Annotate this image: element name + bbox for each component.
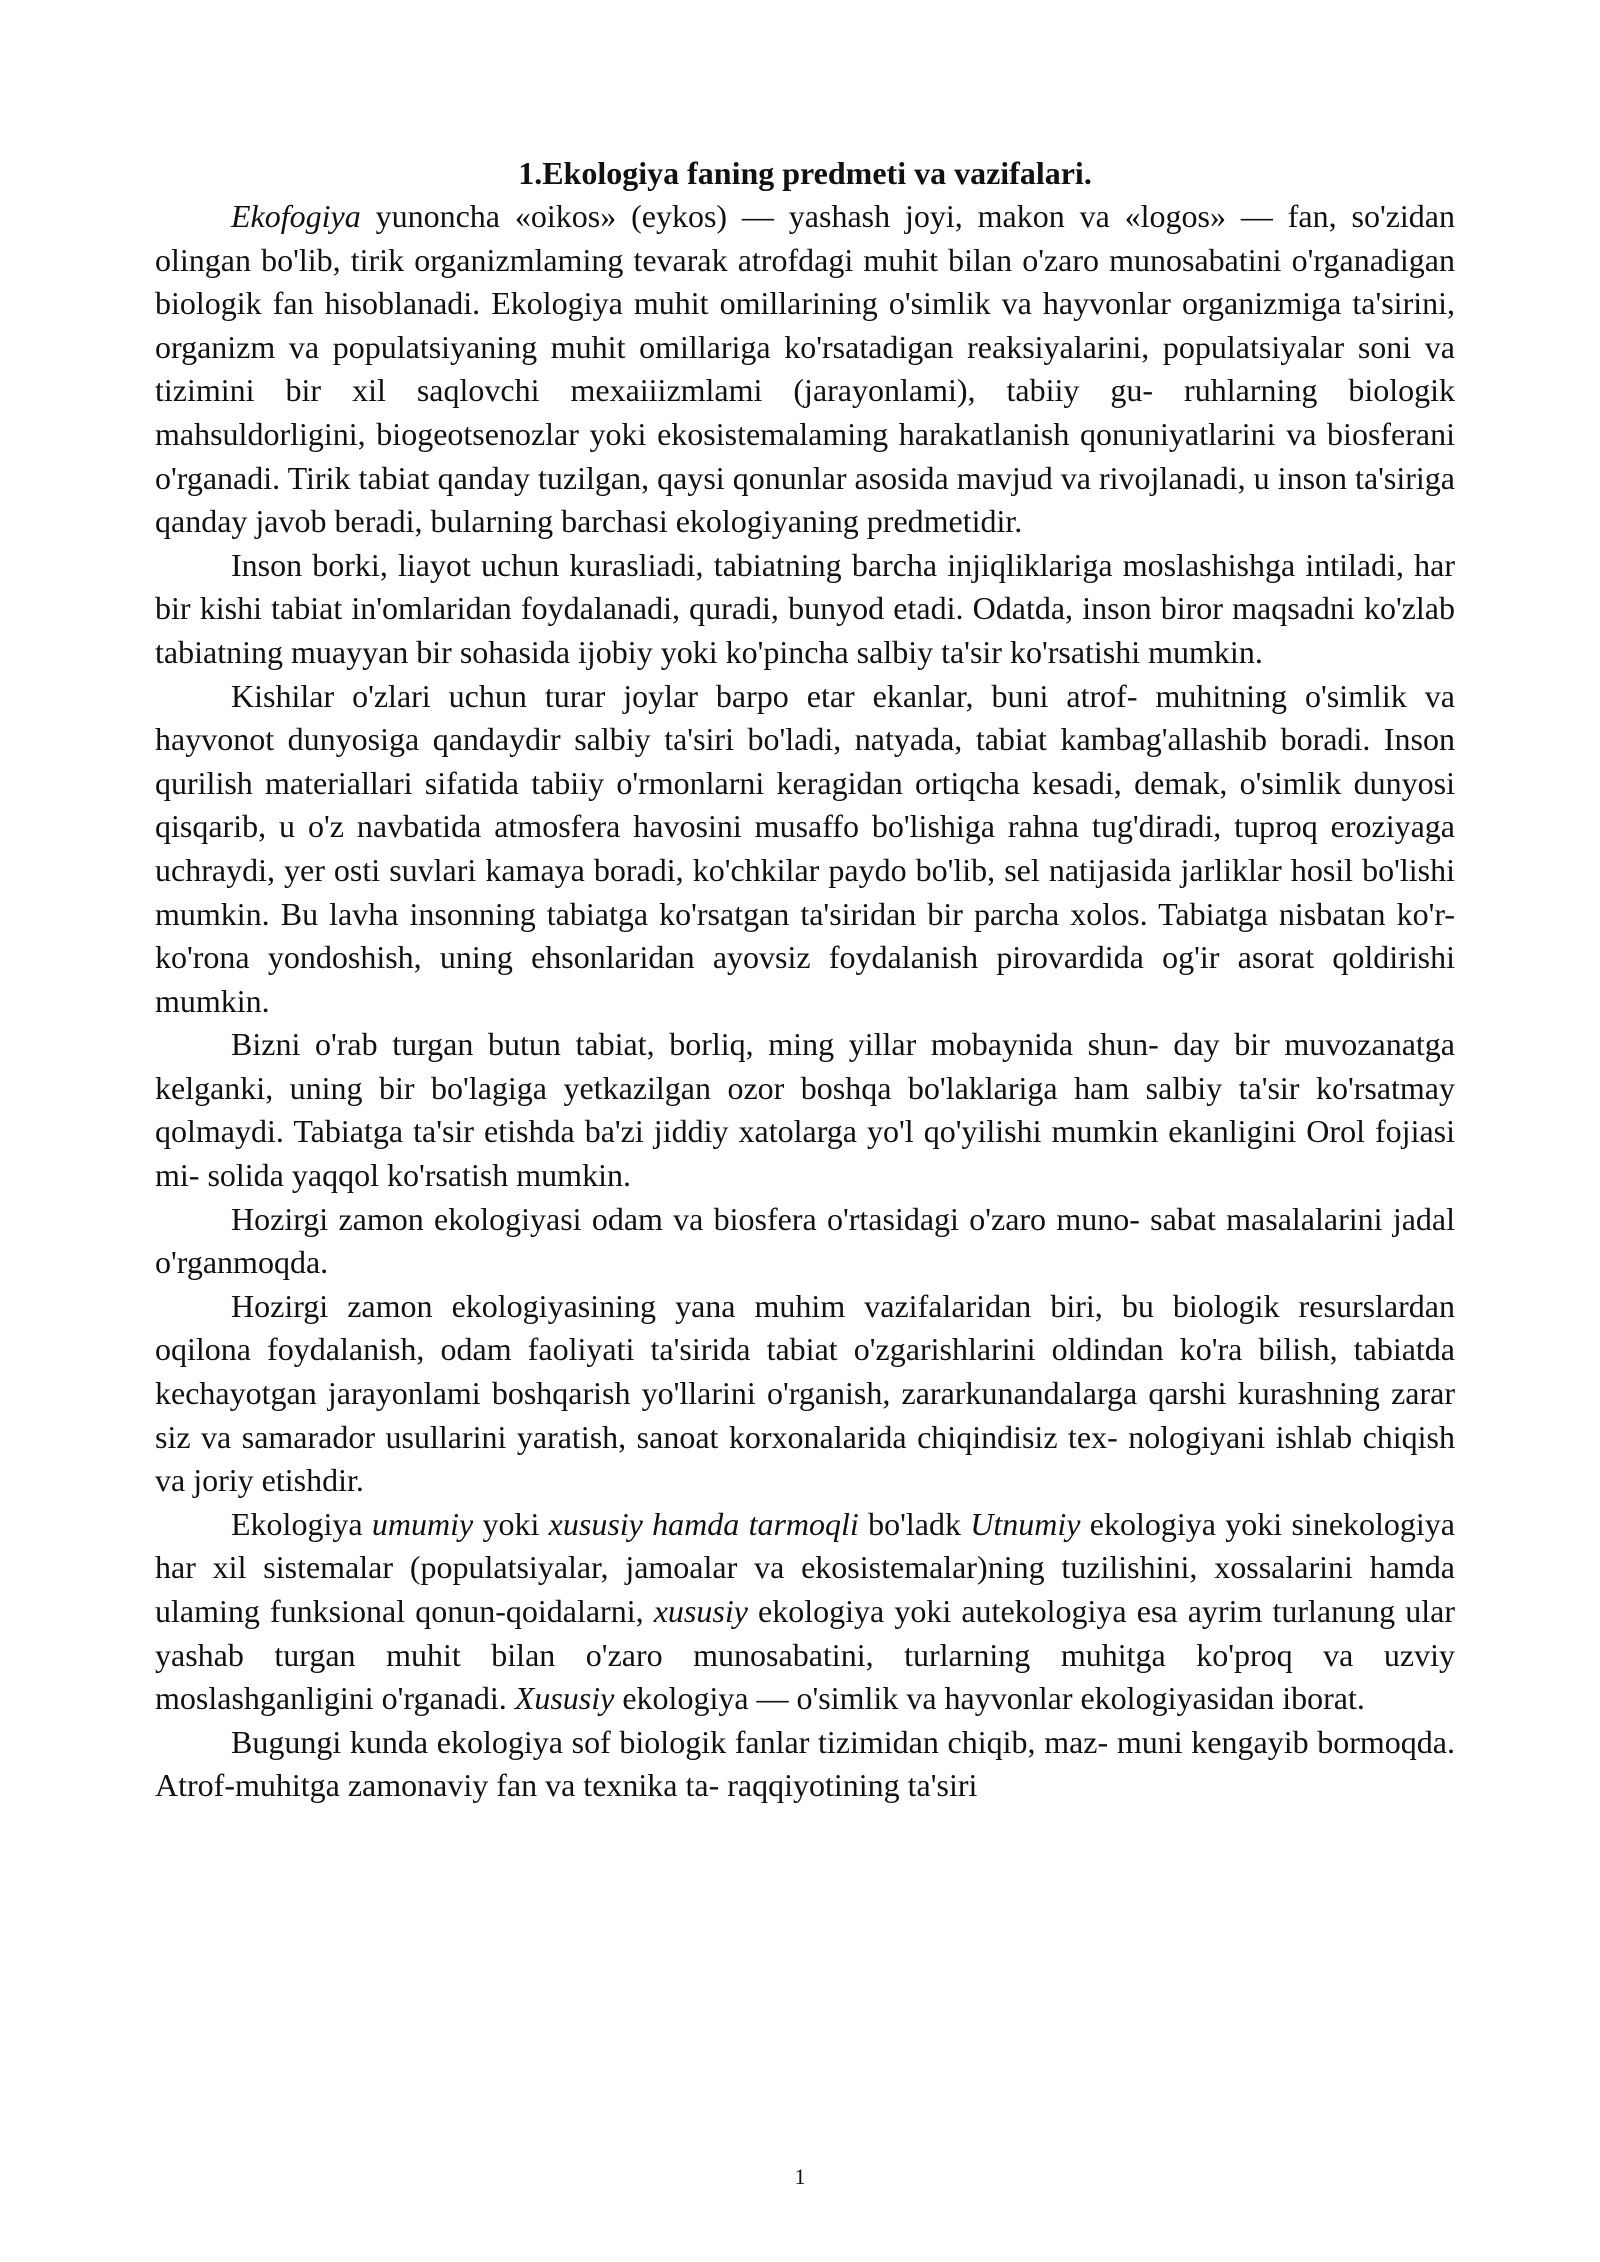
paragraph: [155, 1023, 1455, 1197]
document-title: 1.Ekologiya faning predmeti va vazifalari.: [518, 155, 1092, 191]
text-run: Bugungi kunda ekologiya sof biologik fanlar tizimidan chiqib, maz- muni kengayib bormoqda. Atrof-muhitga zamonaviy fan va texnika ta- raqqiyotining ta'siri: [155, 1723, 1455, 1804]
italic-term: Ekofogiya: [231, 198, 361, 234]
paragraph: [155, 675, 1455, 1024]
paragraph: [155, 1721, 1455, 1808]
text-run: Hozirgi zamon ekologiyasining yana muhim vazifalaridan biri, bu biologik resurslardan oqilona foydalanish, odam faoliyati ta'sirida tabiat o'zgarishlarini oldindan ko'ra bilish, tabiatda kechayotgan jarayonlami boshqarish yo'llarini o'rganish, zararkunandalarga qarshi kurashning zarar siz va samarador usullarini yaratish, sanoat korxonalarida chiqindisiz tex- nologiyani ishlab chiqish va joriy etishdir.: [155, 1287, 1455, 1499]
text-run: Kishilar o'zlari uchun turar joylar barpo etar ekanlar, buni atrof- muhitning o'simlik va hayvonot dunyosiga qandaydir salbiy ta'siri bo'ladi, natyada, tabiat kambag'allashib boradi. Inson qurilish materiallari sifatida tabiiy o'rmonlarni keragidan ortiqcha kesadi, demak, o'simlik dunyosi qisqarib, u o'z navbatida atmosfera havosini musaffo bo'lishiga rahna tug'diradi, tuproq eroziyaga uchraydi, yer osti suvlari kamaya boradi, ko'chkilar paydo bo'lib, sel natijasida jarliklar hosil bo'lishi mumkin. Bu lavha insonning tabiatga ko'rsatgan ta'siridan bir parcha xolos. Tabiatga nisbatan ko'r-ko'rona yondoshish, uning ehsonlaridan ayovsiz foydalanish pirovardida og'ir asorat qoldirishi mumkin.: [155, 677, 1455, 1019]
paragraph: [155, 1285, 1455, 1503]
text-run: bo'ladk: [858, 1505, 971, 1542]
page-number: 1: [794, 2164, 806, 2189]
paragraph: [155, 544, 1455, 675]
text-run: Inson borki, liayot uchun kurasliadi, tabiatning barcha injiqliklariga moslashishga intiladi, har bir kishi tabiat in'omlaridan foydalanadi, quradi, bunyod etadi. Odatda, inson biror maqsadni ko'zlab tabiatning muayyan bir sohasida ijobiy yoki ko'pincha salbiy ta'sir ko'rsatishi mumkin.: [155, 546, 1455, 670]
text-run: Hozirgi zamon ekologiyasi odam va biosfera o'rtasidagi o'zaro muno- sabat masalalarini jadal o'rganmoqda.: [155, 1200, 1455, 1281]
italic-term: Utnumiy: [970, 1505, 1081, 1542]
italic-term: umumiy: [371, 1505, 474, 1542]
italic-term: xususiy hamda tarmoqli: [548, 1505, 859, 1542]
paragraph: [155, 1503, 1455, 1721]
text-run: ekologiya — o'simlik va hayvonlar ekologiyasidan iborat.: [614, 1680, 1365, 1717]
text-run: Ekologiya: [231, 1505, 372, 1542]
text-run: yoki: [473, 1505, 549, 1542]
text-run: ekologiya yoki sinekologiya har xil sistemalar (populatsiyalar, jamoalar va ekosistemalar)ning tuzilishini, xossalarini hamda ulaming funksional qonun-qoidalarni,: [155, 1505, 1456, 1629]
document-page: [155, 152, 1455, 1808]
italic-term: Xususiy: [514, 1680, 615, 1717]
text-run: yunoncha «oikos» (eykos) — yashash joyi, makon va «logos» — fan, so'zidan olingan bo'lib, tirik organizmlaming tevarak atrofdagi muhit bilan o'zaro munosabatini o'rganadigan biologik fan hisoblanadi. Ekologiya muhit omillarining o'simlik va hayvonlar organizmiga ta'sirini, organizm va populatsiyaning muhit omillariga ko'rsatadigan reaksiyalarini, populatsiyalar soni va tizimini bir xil saqlovchi mexaiiizmlami (jarayonlami), tabiiy gu- ruhlarning biologik mahsuldorligini, biogeotsenozlar yoki ekosistemalaming harakatlanish qonuniyatlarini va biosferani o'rganadi. Tirik tabiat qanday tuzilgan, qaysi qonunlar asosida mavjud va rivojlanadi, u inson ta'siriga qanday javob beradi, bularning barchasi ekologiyaning predmetidir.: [155, 198, 1455, 540]
paragraph: [155, 1198, 1455, 1285]
text-run: Bizni o'rab turgan butun tabiat, borliq, ming yillar mobaynida shun- day bir muvozanatga kelganki, uning bir bo'lagiga yetkazilgan ozor boshqa bo'laklariga ham salbiy ta'sir ko'rsatmay qolmaydi. Tabiatga ta'sir etishda ba'zi jiddiy xatolarga yo'l qo'yilishi mumkin ekanligini Orol fojiasi mi- solida yaqqol ko'rsatish mumkin.: [155, 1026, 1455, 1194]
body-text: [155, 195, 1455, 1808]
italic-term: xususiy: [653, 1593, 748, 1629]
paragraph: [155, 195, 1455, 544]
text-run: ekologiya yoki autekologiya esa ayrim turlanung ular yashab turgan muhit bilan o'zaro munosabatini, turlarning muhitga ko'proq va uzviy moslashganligini o'rganadi.: [155, 1593, 1456, 1717]
